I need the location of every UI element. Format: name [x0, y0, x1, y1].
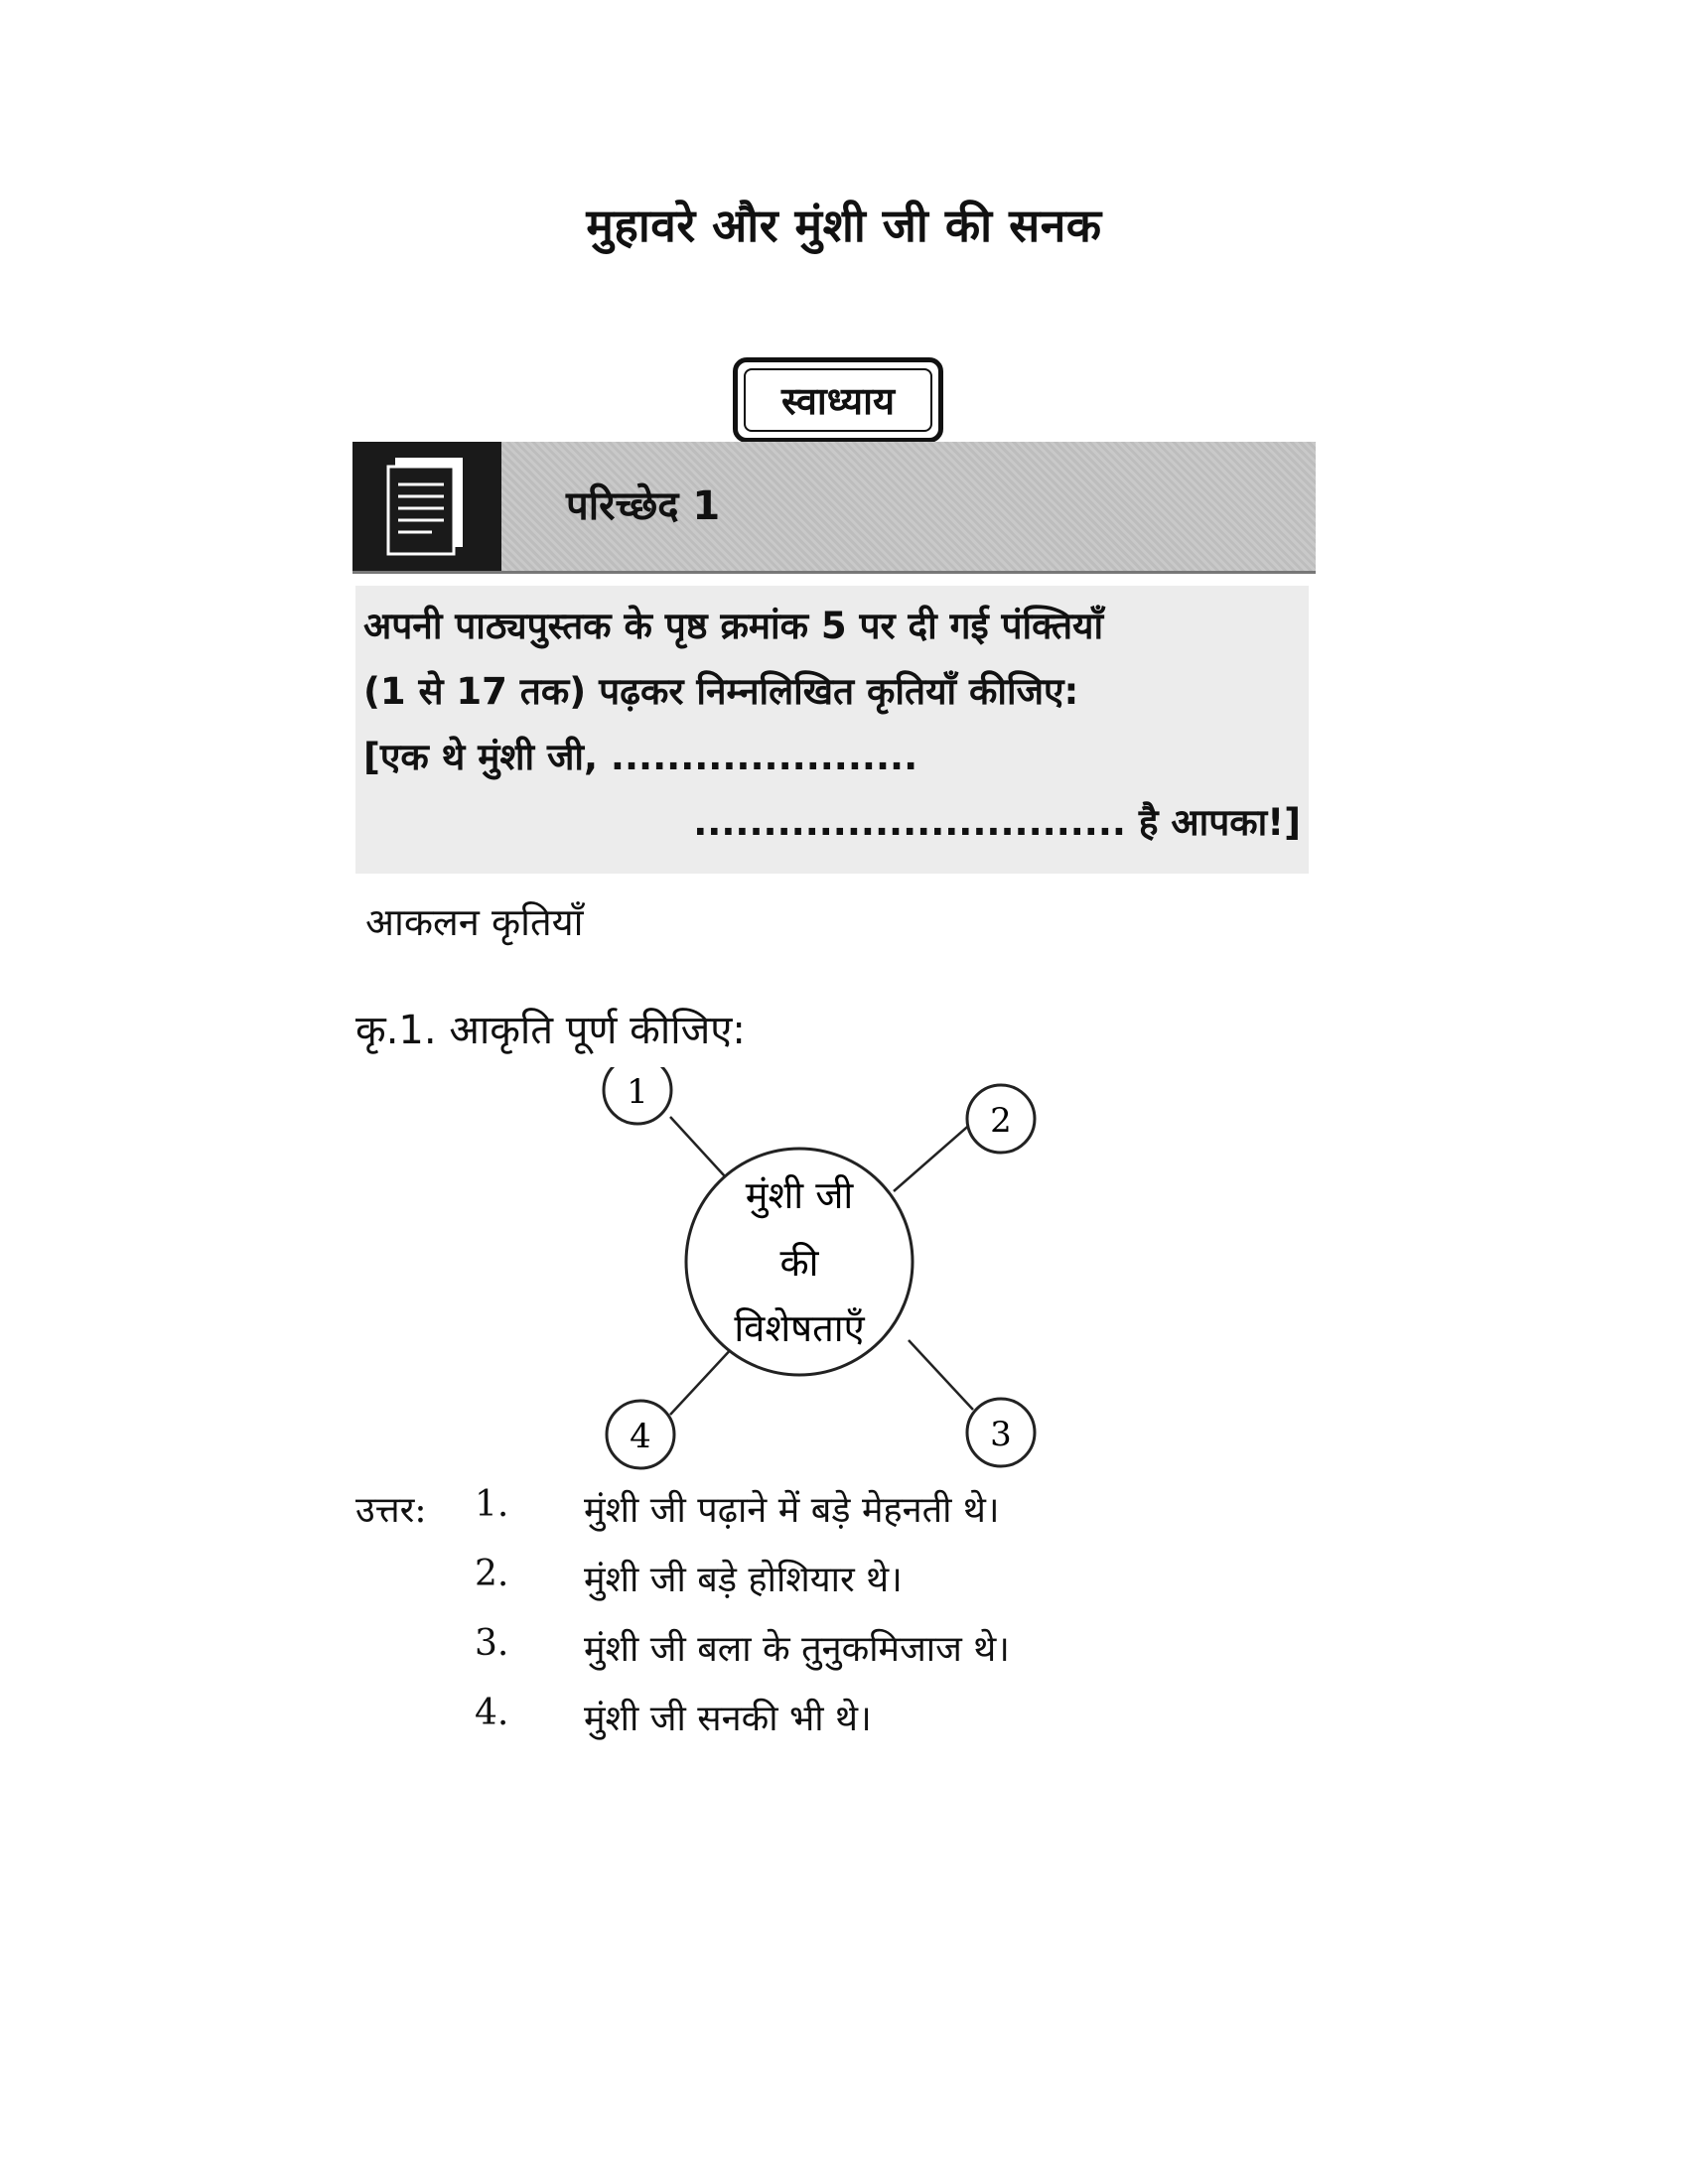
answer-number: 2. — [475, 1554, 509, 1594]
center-line-3: विशेषताएँ — [734, 1306, 865, 1350]
center-line-2: की — [779, 1241, 819, 1285]
answer-number: 1. — [475, 1484, 509, 1525]
connector-2 — [894, 1122, 973, 1191]
instruction-line-4: ............................... है आपका!] — [693, 801, 1301, 844]
answer-number: 4. — [475, 1693, 509, 1733]
answer-label: उत्तर: — [355, 1490, 427, 1531]
page-title: मुहावरे और मुंशी जी की सनक — [586, 199, 1102, 252]
center-line-1: मुंशी जी — [745, 1173, 854, 1217]
connector-4 — [670, 1345, 735, 1415]
aakalan-heading: आकलन कृतियाँ — [365, 900, 584, 944]
node-2-label: 2 — [990, 1101, 1012, 1141]
question-1: कृ.1. आकृति पूर्ण कीजिए: — [355, 1008, 746, 1053]
node-3-label: 3 — [990, 1415, 1012, 1454]
document-icon — [382, 457, 470, 556]
answer-text: मुंशी जी बड़े होशियार थे। — [584, 1560, 903, 1600]
section-label: परिच्छेद 1 — [566, 483, 721, 529]
instruction-line-1: अपनी पाठ्यपुस्तक के पृष्ठ क्रमांक 5 पर दी गई पंक्तियाँ — [363, 605, 1104, 647]
swadhyay-badge — [733, 357, 943, 443]
node-4-label: 4 — [630, 1417, 651, 1456]
node-1-label: 1 — [627, 1072, 648, 1112]
instruction-box — [355, 586, 1309, 874]
answer-number: 3. — [475, 1623, 509, 1664]
answer-text: मुंशी जी सनकी भी थे। — [584, 1699, 872, 1739]
connector-3 — [909, 1340, 973, 1410]
characteristics-diagram — [586, 1067, 1062, 1494]
answer-text: मुंशी जी पढ़ाने में बड़े मेहनती थे। — [584, 1490, 1000, 1531]
instruction-line-2: (1 से 17 तक) पढ़कर निम्नलिखित कृतियाँ कीजिए: — [363, 670, 1079, 713]
answer-text: मुंशी जी बला के तुनुकमिजाज थे। — [584, 1629, 1010, 1670]
badge-label: स्वाध्याय — [781, 379, 895, 423]
connector-1 — [670, 1117, 725, 1176]
instruction-line-3: [एक थे मुंशी जी, ...................... — [363, 736, 918, 778]
